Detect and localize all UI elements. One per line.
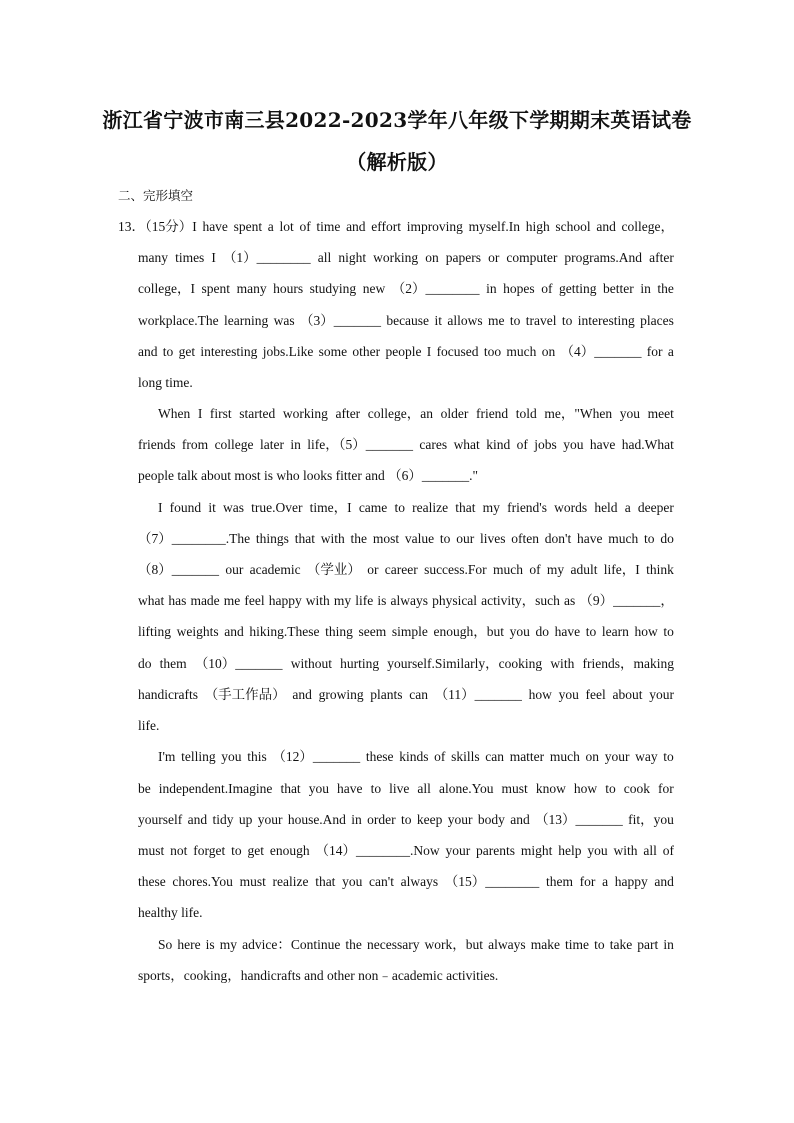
passage-line: what has made me feel happy with my life is always physical activity，such as （9）_______，	[138, 593, 674, 608]
passage-line: （8）_______ our academic （学业） or career success.For much of my adult life，I think	[138, 562, 674, 577]
section-heading: 二、完形填空	[118, 188, 194, 203]
passage-line: handicrafts （手工作品） and growing plants can （11）_______ how you feel about your	[138, 687, 674, 702]
passage-line: these chores.You must realize that you can't always （15）________ them for a happy and	[138, 874, 674, 889]
passage-line: So here is my advice：Continue the necessary work，but always make time to take part in	[158, 937, 674, 952]
passage-line: healthy life.	[138, 905, 203, 920]
passage-line: I'm telling you this （12）_______ these kinds of skills can matter much on your way to	[158, 749, 674, 764]
passage-line: friends from college later in life，（5）_______ cares what kind of jobs you have had.What	[138, 437, 674, 452]
passage-line: long time.	[138, 375, 193, 390]
exam-title: 浙江省宁波市南三县2022-2023学年八年级下学期期末英语试卷	[102, 108, 692, 132]
exam-subtitle: （解析版）	[346, 150, 448, 174]
passage-line: I found it was true.Over time，I came to realize that my friend's words held a deeper	[158, 500, 674, 515]
passage-line: many times I （1）________ all night working on papers or computer programs.And after	[138, 250, 674, 265]
passage-line: yourself and tidy up your house.And in order to keep your body and （13）_______ fit，you	[138, 812, 674, 827]
passage-line: be independent.Imagine that you have to live all alone.You must know how to cook for	[138, 781, 674, 796]
passage-line: people talk about most is who looks fitter and （6）_______."	[138, 468, 478, 483]
passage-line: college，I spent many hours studying new （2）________ in hopes of getting better in the	[138, 281, 674, 296]
passage-line: 13．（15分）I have spent a lot of time and effort improving myself.In high school and college，	[118, 219, 674, 234]
passage-line: do them （10）_______ without hurting yourself.Similarly，cooking with friends，making	[138, 656, 674, 671]
passage-line: must not forget to get enough （14）________.Now your parents might help you with all of	[138, 843, 674, 858]
passage-line: and to get interesting jobs.Like some other people I focused too much on （4）_______ for a	[138, 344, 674, 359]
passage-line: workplace.The learning was （3）_______ because it allows me to travel to interesting places	[138, 313, 674, 328]
passage-line: （7）________.The things that with the most value to our lives often don't have much to do	[138, 531, 674, 546]
passage-line: When I first started working after college，an older friend told me，"When you meet	[158, 406, 674, 421]
passage-line: sports，cooking，handicrafts and other non﹣academic activities.	[138, 968, 499, 983]
passage-line: lifting weights and hiking.These thing seem simple enough，but you do have to learn how to	[138, 624, 674, 639]
passage-line: life.	[138, 718, 160, 733]
